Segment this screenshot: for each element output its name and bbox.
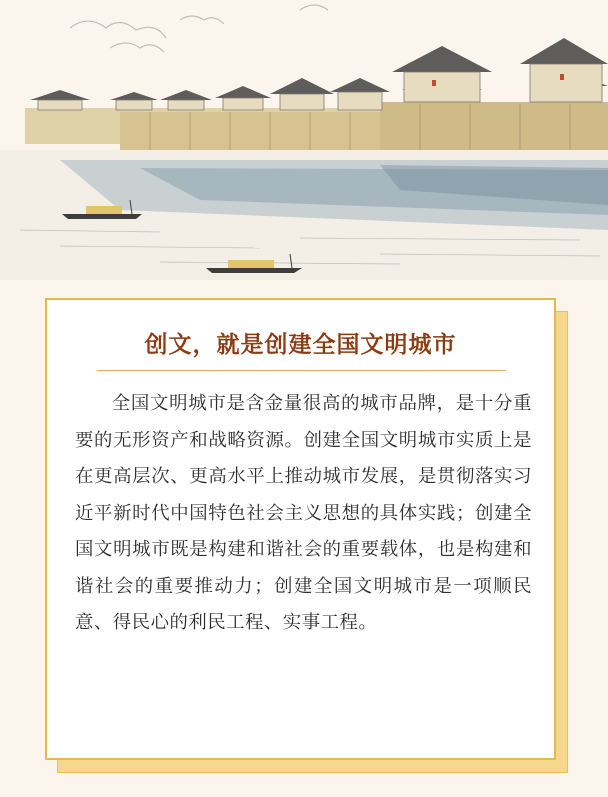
card-title: 创文，就是创建全国文明城市: [144, 332, 457, 358]
cloud-sketches: [70, 5, 328, 52]
info-card: [45, 298, 556, 760]
title-divider: [97, 370, 506, 371]
city-wall-illustration: [0, 0, 608, 300]
card-body-text: 全国文明城市是含金量很高的城市品牌，是十分重要的无形资产和战略资源。创建全国文明城市实质上是在更高层次、更高水平上推动城市发展，是贯彻落实习近平新时代中国特色社会主义思想的具体实践；创建全国文明城市既是构建和谐社会的重要载体，也是构建和谐社会的重要推动力；创建全国文明城市是一项顺民意、得民心的利民工程、实事工程。: [75, 393, 532, 633]
pavilion-roofs: [30, 38, 608, 100]
